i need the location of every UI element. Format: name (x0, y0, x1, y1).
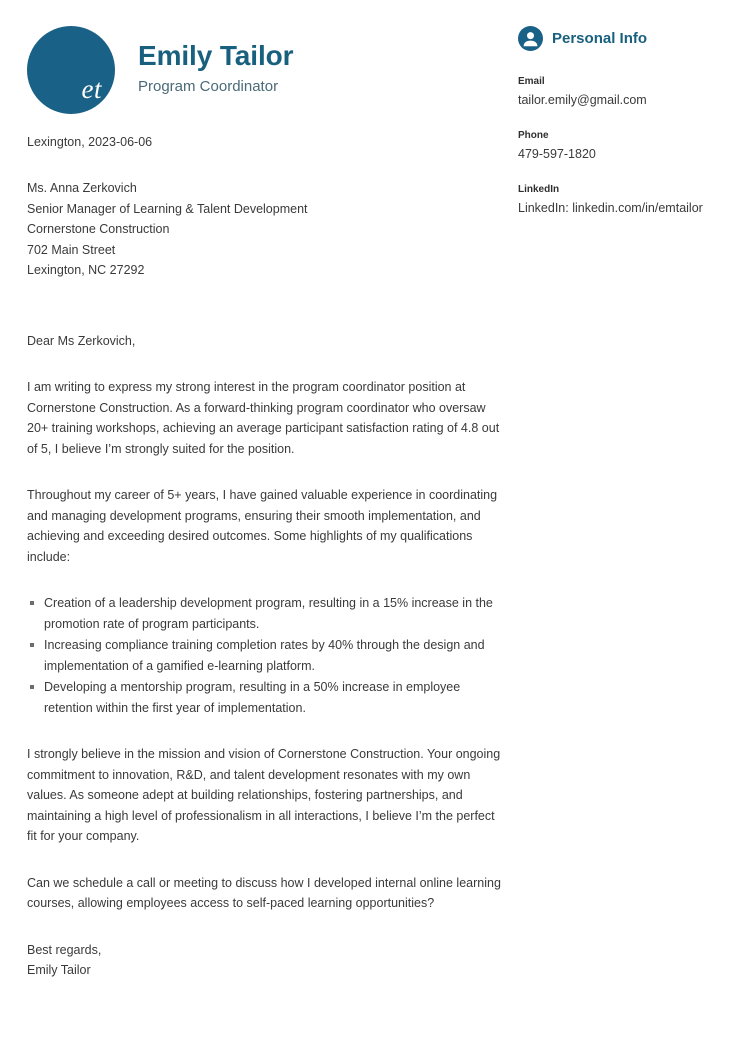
qualification-highlights-list (27, 593, 505, 718)
signoff-block (27, 940, 505, 981)
contact-value[interactable]: tailor.emily@gmail.com (518, 93, 647, 107)
contact-value[interactable]: 479-597-1820 (518, 146, 596, 161)
body-paragraph: I am writing to express my strong interest in the program coordinator position at Cornerstone Construction. As a forward-thinking program coordinator who oversaw 20+ training workshops, achieving an average participant satisfaction rating of 4.8 out of 5, I believe I’m strongly suited for the position. (27, 380, 500, 456)
recipient-name: Ms. Anna Zerkovich (27, 181, 137, 196)
list-item: Creation of a leadership development program, resulting in a 15% increase in the promotion rate of program participants. (27, 593, 505, 634)
contact-label: LinkedIn (518, 183, 560, 195)
letterhead (27, 0, 505, 114)
personal-info-sidebar (518, 0, 734, 217)
contact-label: Phone (518, 129, 549, 141)
contact-value[interactable]: LinkedIn: linkedin.com/in/emtailor (518, 200, 703, 215)
person-icon (518, 26, 543, 51)
page-title: Emily Tailor (138, 40, 294, 72)
job-title: Program Coordinator (138, 77, 279, 95)
contact-label: Email (518, 76, 545, 87)
list-item: Developing a mentorship program, resulting in a 50% increase in employee retention within the first year of implementation. (27, 677, 505, 718)
monogram-avatar (27, 26, 115, 114)
contact-phone (518, 129, 734, 163)
personal-info-heading (518, 26, 734, 51)
body-paragraph: Can we schedule a call or meeting to discuss how I developed internal online learning courses, allowing employees access to self-paced learning opportunities? (27, 875, 501, 911)
body-paragraph: Throughout my career of 5+ years, I have gained valuable experience in coordinating and managing development programs, ensuring their smooth implementation, and achieving and exceeding desired outcomes. Some highlights of my qualifications include: (27, 488, 498, 564)
salutation: Dear Ms Zerkovich, (27, 333, 136, 348)
body-paragraph: I strongly believe in the mission and vision of Cornerstone Construction. Your ongoing commitment to innovation, R&D, and talent development resonates with my own values. As someone adept at building relationships, fostering partnerships, and maintaining a high level of professionalism in all interactions, I believe I’m the perfect fit for your company. (27, 747, 501, 844)
recipient-street: 702 Main Street (27, 242, 116, 257)
identity-block (138, 40, 293, 99)
personal-info-heading-text: Personal Info (552, 30, 648, 47)
avatar-monogram-text: et (81, 74, 102, 104)
recipient-title: Senior Manager of Learning & Talent Development (27, 201, 308, 216)
contact-linkedin (518, 183, 734, 217)
recipient-company: Cornerstone Construction (27, 222, 170, 237)
closing-line: Best regards, (27, 942, 102, 957)
recipient-city-state-zip: Lexington, NC 27292 (27, 263, 145, 278)
letter-main-column (27, 0, 505, 981)
list-item: Increasing compliance training completion rates by 40% through the design and implementation of a gamified e-learning platform. (27, 635, 505, 676)
recipient-address-block (27, 178, 505, 281)
signature-name: Emily Tailor (27, 963, 91, 978)
letter-date: Lexington, 2023-06-06 (27, 135, 153, 149)
contact-email (518, 75, 734, 109)
letter-body (27, 331, 505, 981)
